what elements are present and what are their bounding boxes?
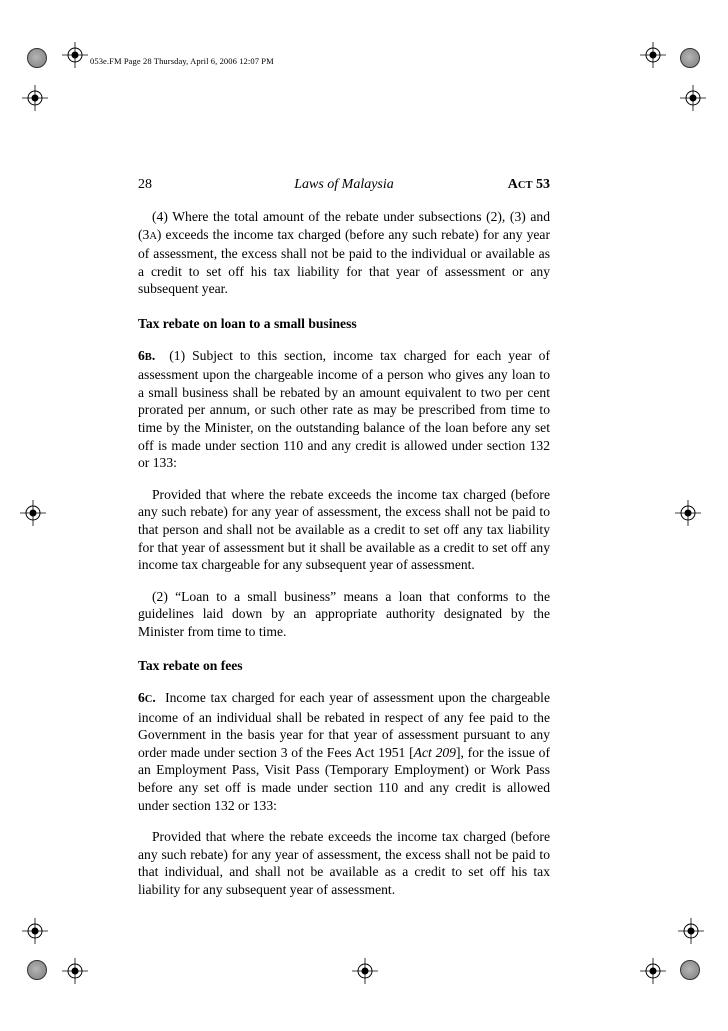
registration-mark-icon [20, 500, 46, 526]
section-number: 6C. [138, 690, 156, 706]
registration-mark-icon [22, 918, 48, 944]
subsection-4: (4) Where the total amount of the rebate under subsections (2), (3) and (3A) exceeds the income tax charged (before any such rebate) for any year of assessment, the excess shall not be paid to the individual or available as a credit to set off his tax liability for that year of assessment or any subsequent year. [138, 209, 550, 297]
color-bar-circle-icon [27, 960, 47, 980]
registration-mark-icon [640, 958, 666, 984]
registration-mark-icon [352, 958, 378, 984]
color-bar-circle-icon [680, 960, 700, 980]
registration-mark-icon [62, 958, 88, 984]
color-bar-circle-icon [680, 48, 700, 68]
registration-mark-icon [62, 42, 88, 68]
section-6c-heading: Tax rebate on fees [138, 658, 243, 674]
section-6b-subsection-1: 6B. (1) Subject to this section, income tax charged for each year of assessment upon the chargeable income of a person who gives any loan to a small business shall be rebated by an amount equivalent to two per cent prorated per annum, or such other rate as may be prescribed from time to time by the Minister, on the outstanding balance of the loan before any set off is made under section 110 and any credit is allowed under section 132 or 133: [138, 347, 550, 471]
print-slug: 053e.FM Page 28 Thursday, April 6, 2006 12:07 PM [90, 56, 274, 66]
section-6b-heading: Tax rebate on loan to a small business [138, 315, 357, 331]
section-6c-body: 6C. Income tax charged for each year of assessment upon the chargeable income of an individual shall be rebated in respect of any fee paid to the Government in the basis year for that year of assessment pursuant to any order made under section 3 of the Fees Act 1951 [Act 209], for the issue of an Employment Pass, Visit Pass (Temporary Employment) or Work Pass before any set off is made under section 110 and any credit is allowed under section 132 or 133: [138, 690, 551, 813]
section-6c-proviso: Provided that where the rebate exceeds the income tax charged (before any such rebate) for any year of assessment, the excess shall not be paid to that individual, and shall not be available as a credit to set off his tax liability for any subsequent year of assessment. [138, 829, 550, 897]
page-number: 28 [138, 177, 152, 192]
act-reference: ACT 53 [507, 177, 550, 192]
registration-mark-icon [680, 85, 706, 111]
registration-mark-icon [22, 85, 48, 111]
section-6b-subsection-2: (2) “Loan to a small business” means a loan that conforms to the guidelines laid down by an appropriate authority designated by the Minister from time to time. [138, 588, 550, 639]
color-bar-circle-icon [27, 48, 47, 68]
running-title: Laws of Malaysia [294, 177, 394, 192]
section-number: 6B. [138, 347, 156, 363]
registration-mark-icon [675, 500, 701, 526]
running-header [138, 176, 550, 194]
document-page [138, 176, 550, 899]
registration-mark-icon [640, 42, 666, 68]
registration-mark-icon [678, 918, 704, 944]
section-6b-proviso: Provided that where the rebate exceeds the income tax charged (before any such rebate) for any year of assessment, the excess shall not be paid to that person and shall not be available as a credit to set off any tax liability for that year of assessment but it shall be available as a credit to set off any income tax chargeable for any subsequent year of assessment. [138, 486, 550, 573]
